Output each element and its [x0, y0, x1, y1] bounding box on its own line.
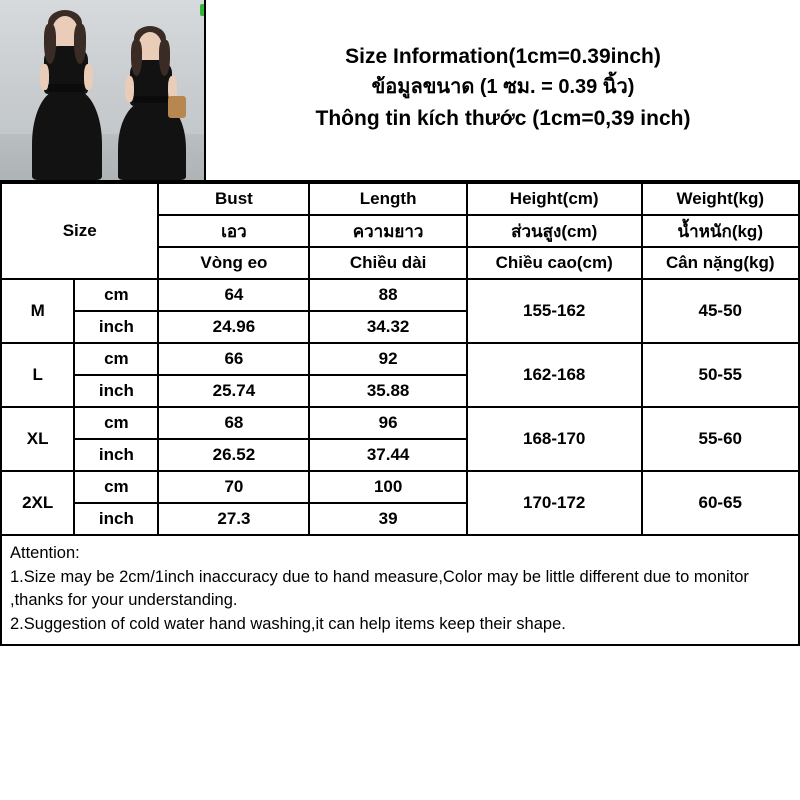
- col-header-bust-vi: Vòng eo: [158, 247, 309, 279]
- arm-shape: [125, 76, 134, 102]
- cell-length-cm: 100: [309, 471, 466, 503]
- row-unit-cm: cm: [74, 471, 158, 503]
- col-header-height-vi: Chiều cao(cm): [467, 247, 642, 279]
- attention-note: [0, 536, 800, 646]
- table-row: [1, 471, 799, 503]
- arm-shape: [84, 64, 93, 90]
- model-figure-right: [110, 22, 194, 180]
- cell-weight: 50-55: [642, 343, 799, 407]
- title-line-vi: Thông tin kích thước (1cm=0,39 inch): [315, 106, 691, 130]
- cell-length-inch: 34.32: [309, 311, 466, 343]
- cell-length-inch: 37.44: [309, 439, 466, 471]
- cell-length-cm: 92: [309, 343, 466, 375]
- col-header-weight-vi: Cân nặng(kg): [642, 247, 799, 279]
- row-size-label: M: [1, 279, 74, 343]
- title-line-th: ข้อมูลขนาด (1 ซม. = 0.39 นิ้ว): [371, 75, 635, 98]
- model-figure-left: [22, 8, 112, 180]
- cell-length-cm: 88: [309, 279, 466, 311]
- header: [0, 0, 800, 182]
- cell-height: 162-168: [467, 343, 642, 407]
- table-row: [1, 407, 799, 439]
- title-block: [206, 0, 800, 180]
- size-table: [0, 182, 800, 536]
- col-header-length-vi: Chiều dài: [309, 247, 466, 279]
- belt-shape: [134, 96, 168, 103]
- col-header-length-th: ความยาว: [309, 215, 466, 247]
- hair-side-shape: [159, 40, 170, 76]
- cell-bust-cm: 64: [158, 279, 309, 311]
- col-header-height-en: Height(cm): [467, 183, 642, 215]
- handbag-shape: [168, 96, 186, 118]
- size-header-cell: Size: [1, 183, 158, 279]
- dress-skirt-shape: [32, 90, 102, 180]
- table-row: [1, 279, 799, 311]
- row-size-label: L: [1, 343, 74, 407]
- attention-line-2: 2.Suggestion of cold water hand washing,it can help items keep their shape.: [10, 614, 566, 633]
- cell-weight: 55-60: [642, 407, 799, 471]
- cell-length-inch: 39: [309, 503, 466, 535]
- title-line-en: Size Information(1cm=0.39inch): [345, 44, 661, 68]
- cell-height: 170-172: [467, 471, 642, 535]
- col-header-weight-en: Weight(kg): [642, 183, 799, 215]
- row-unit-cm: cm: [74, 343, 158, 375]
- cell-bust-cm: 68: [158, 407, 309, 439]
- row-unit-inch: inch: [74, 311, 158, 343]
- row-unit-cm: cm: [74, 279, 158, 311]
- table-row: [1, 343, 799, 375]
- row-size-label: XL: [1, 407, 74, 471]
- hair-side-shape: [44, 24, 56, 64]
- cell-bust-inch: 27.3: [158, 503, 309, 535]
- hair-side-shape: [131, 40, 142, 76]
- cell-bust-inch: 24.96: [158, 311, 309, 343]
- cell-bust-cm: 70: [158, 471, 309, 503]
- cell-length-inch: 35.88: [309, 375, 466, 407]
- belt-shape: [48, 84, 84, 92]
- cell-bust-inch: 26.52: [158, 439, 309, 471]
- cell-weight: 45-50: [642, 279, 799, 343]
- row-unit-inch: inch: [74, 375, 158, 407]
- cell-height: 168-170: [467, 407, 642, 471]
- row-unit-inch: inch: [74, 439, 158, 471]
- row-unit-cm: cm: [74, 407, 158, 439]
- col-header-bust-th: เอว: [158, 215, 309, 247]
- col-header-height-th: ส่วนสูง(cm): [467, 215, 642, 247]
- col-header-bust-en: Bust: [158, 183, 309, 215]
- attention-line-1: 1.Size may be 2cm/1inch inaccuracy due to hand measure,Color may be little different due to monitor ,thanks for your understanding.: [10, 567, 749, 609]
- cell-bust-inch: 25.74: [158, 375, 309, 407]
- cell-weight: 60-65: [642, 471, 799, 535]
- cell-length-cm: 96: [309, 407, 466, 439]
- col-header-weight-th: น้ำหนัก(kg): [642, 215, 799, 247]
- attention-title: Attention:: [10, 544, 80, 562]
- col-header-length-en: Length: [309, 183, 466, 215]
- hair-side-shape: [74, 24, 86, 64]
- table-header-row-en: [1, 183, 799, 215]
- product-photo: [0, 0, 206, 180]
- cell-bust-cm: 66: [158, 343, 309, 375]
- cell-height: 155-162: [467, 279, 642, 343]
- row-size-label: 2XL: [1, 471, 74, 535]
- green-marker-icon: [200, 4, 206, 16]
- row-unit-inch: inch: [74, 503, 158, 535]
